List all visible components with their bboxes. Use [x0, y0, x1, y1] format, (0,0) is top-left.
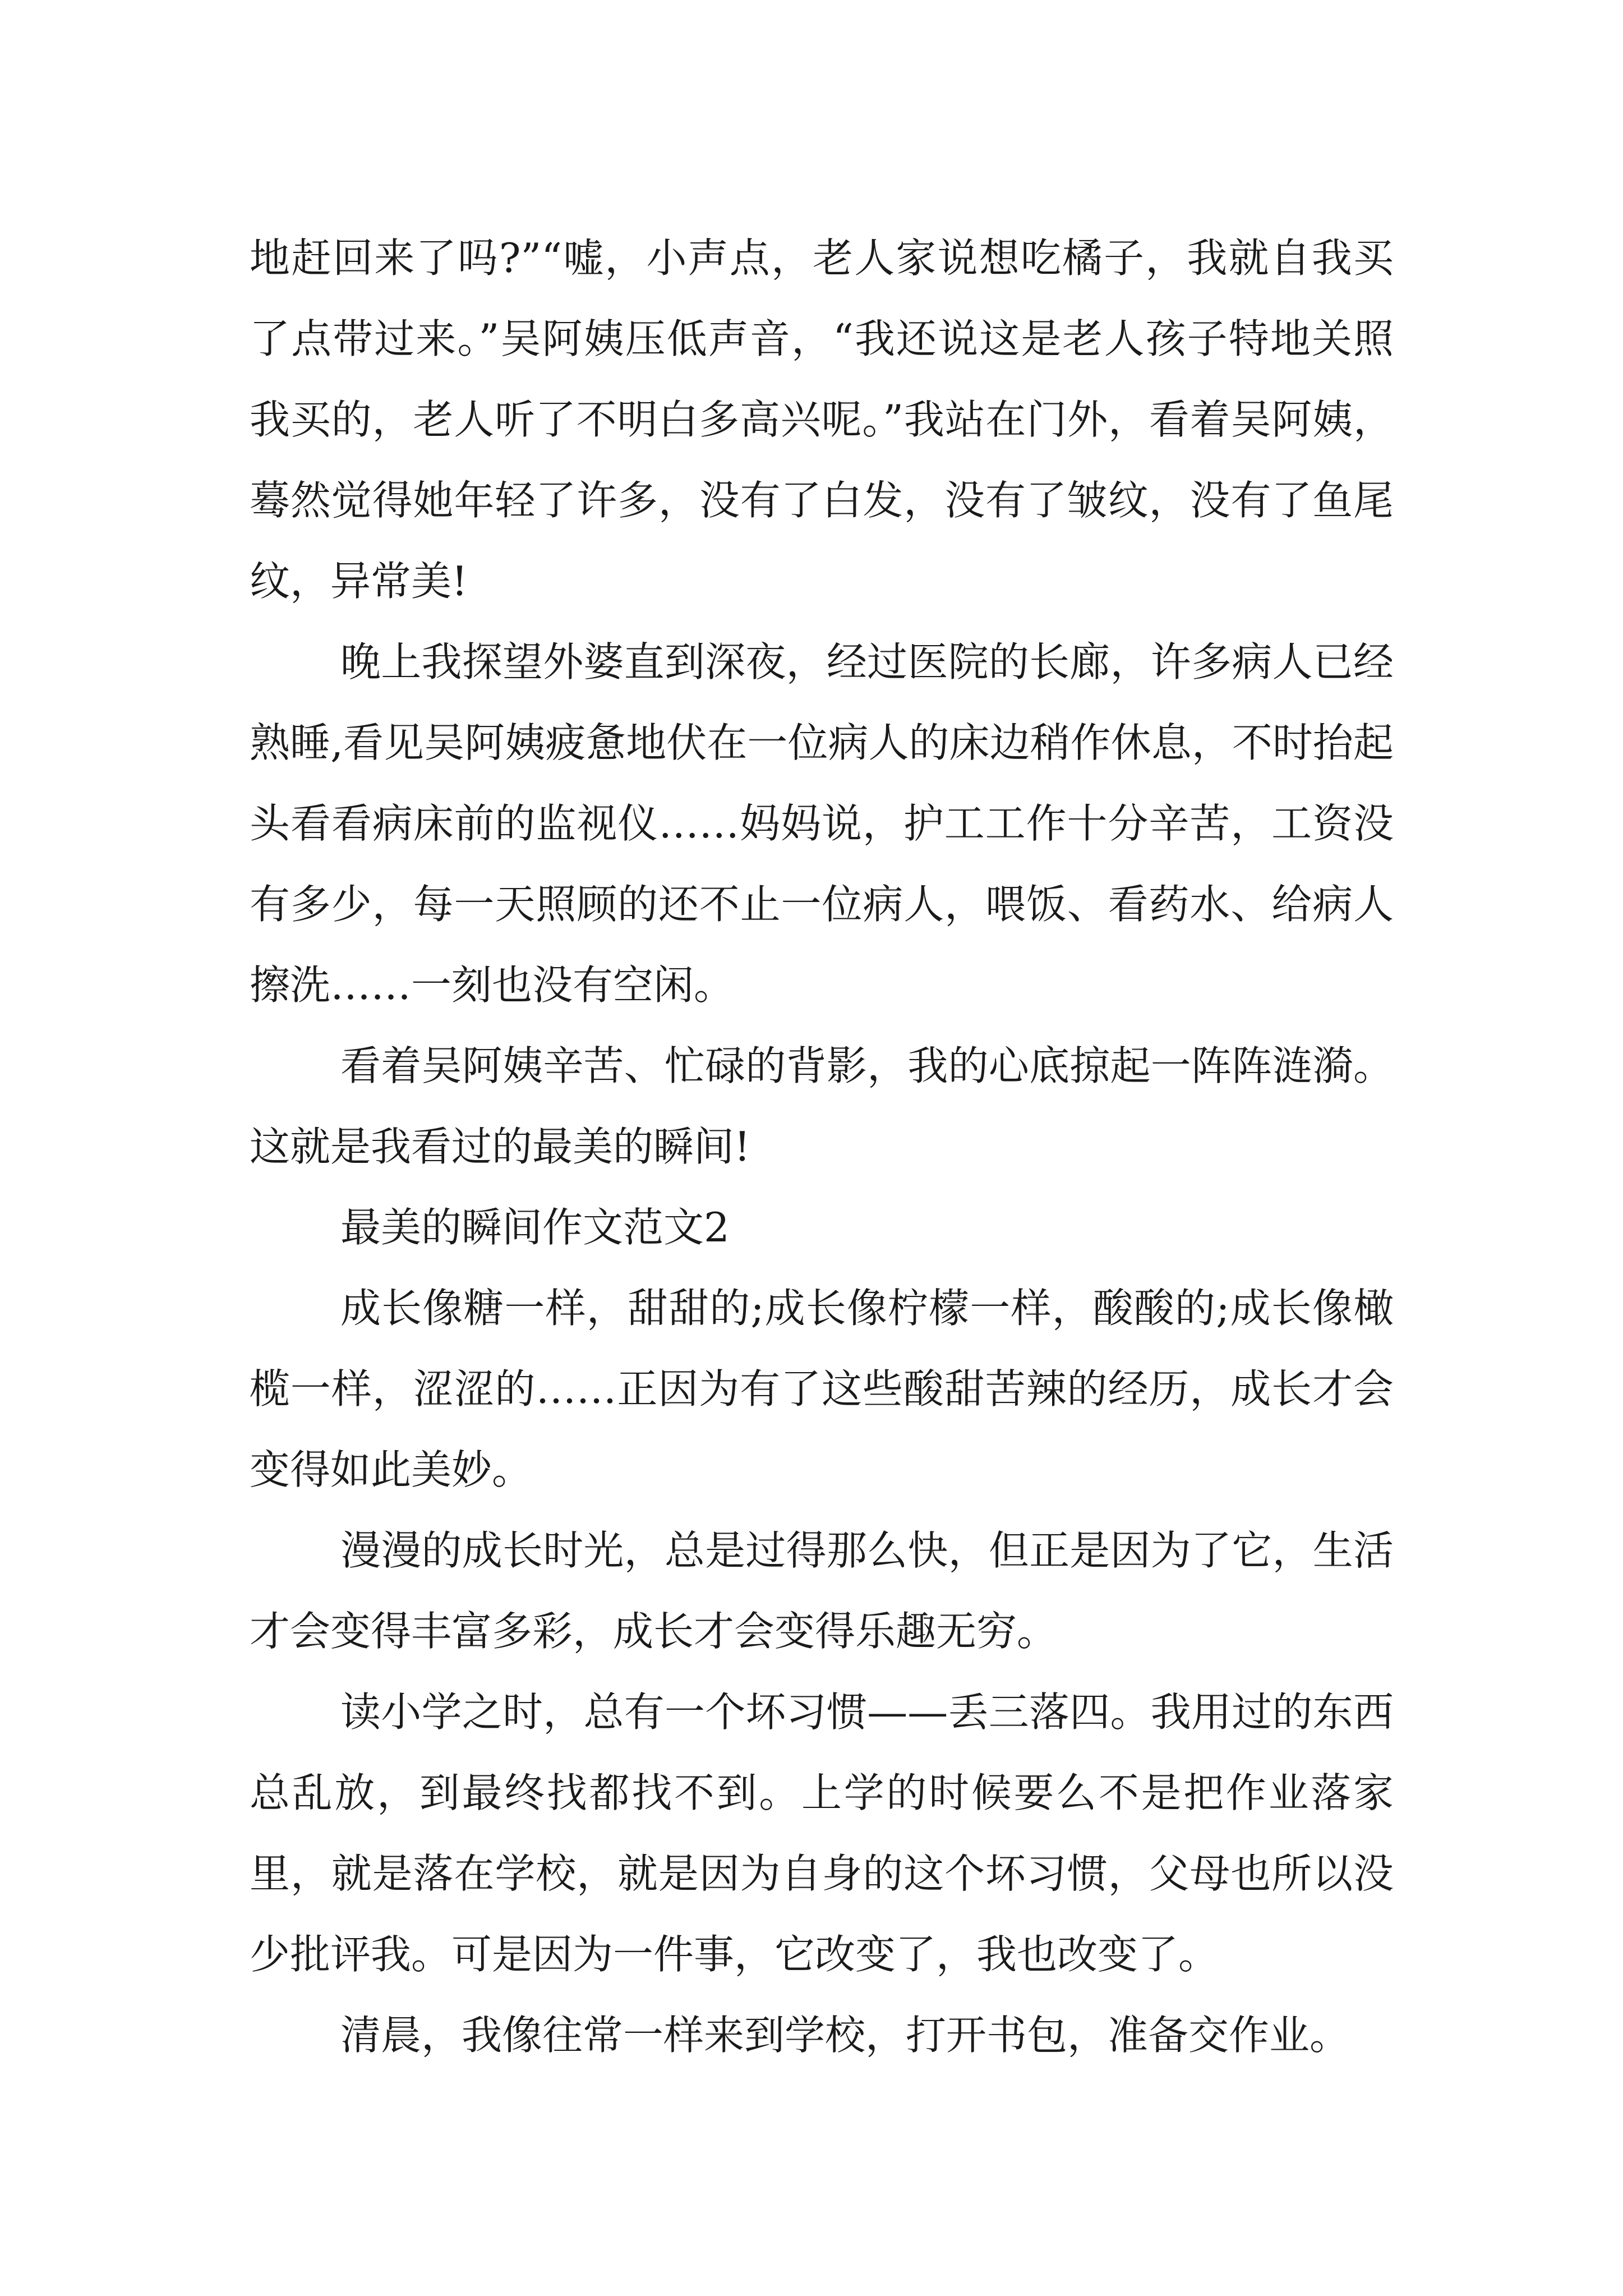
paragraph-6: 读小学之时，总有一个坏习惯——丢三落四。我用过的东西总乱放，到最终找都找不到。上学的时候要么不是把作业落家里，就是落在学校，就是因为自身的这个坏习惯，父母也所以没少批评我。可是因为一件事，它改变了，我也改变了。 [250, 1688, 1394, 1978]
paragraph-1: 地赶回来了吗?”“嘘，小声点，老人家说想吃橘子，我就自我买了点带过来。”吴阿姨压低声音，“我还说这是老人孩子特地关照我买的，老人听了不明白多高兴呢。”我站在门外，看着吴阿姨，蓦然觉得她年轻了许多，没有了白发，没有了皱纹，没有了鱼尾纹，异常美! [250, 234, 1394, 605]
section-heading: 最美的瞬间作文范文2 [340, 1204, 730, 1251]
document-body [250, 218, 1394, 2076]
paragraph-2: 晚上我探望外婆直到深夜，经过医院的长廊，许多病人已经熟睡,看见吴阿姨疲惫地伏在一位病人的床边稍作休息，不时抬起头看看病床前的监视仪……妈妈说，护工工作十分辛苦，工资没有多少，每一天照顾的还不止一位病人，喂饭、看药水、给病人擦洗……一刻也没有空闲。 [250, 638, 1394, 1009]
paragraph-7: 清晨，我像往常一样来到学校，打开书包，准备交作业。 [340, 2012, 1350, 2059]
paragraph-4: 成长像糖一样，甜甜的;成长像柠檬一样，酸酸的;成长像橄榄一样，涩涩的……正因为有了这些酸甜苦辣的经历，成长才会变得如此美妙。 [250, 1285, 1394, 1493]
paragraph-5: 漫漫的成长时光，总是过得那么快，但正是因为了它，生活才会变得丰富多彩，成长才会变得乐趣无穷。 [250, 1527, 1394, 1655]
paragraph-3: 看着吴阿姨辛苦、忙碌的背影，我的心底掠起一阵阵涟漪。这就是我看过的最美的瞬间! [250, 1042, 1394, 1170]
